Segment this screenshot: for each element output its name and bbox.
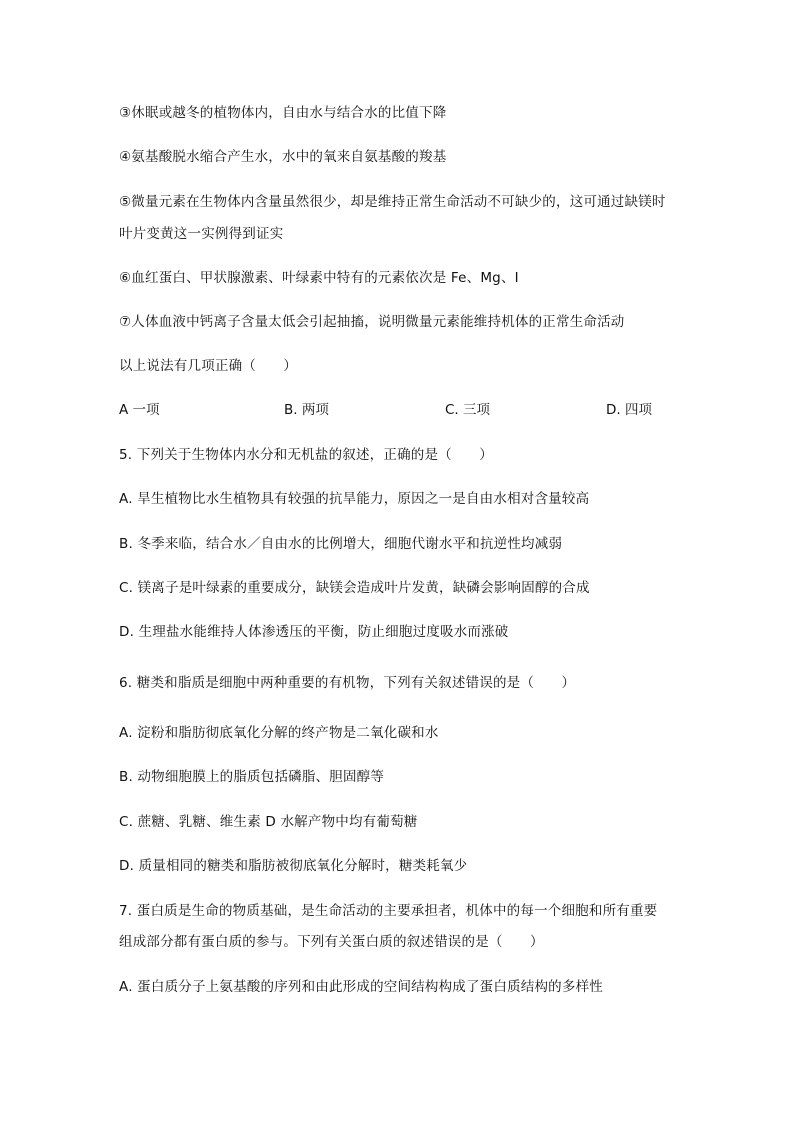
question-6-stem: 6. 糖类和脂质是细胞中两种重要的有机物，下列有关叙述错误的是（ ）: [119, 675, 576, 691]
statement-6: ⑥血红蛋白、甲状腺激素、叶绿素中特有的元素依次是 Fe、Mg、I: [119, 270, 519, 286]
q5-option-a: A. 旱生植物比水生植物具有较强的抗旱能力，原因之一是自由水相对含量较高: [119, 491, 590, 507]
question-7-stem-line2: 组成部分都有蛋白质的参与。下列有关蛋白质的叙述错误的是（ ）: [119, 934, 544, 950]
q6-option-d: D. 质量相同的糖类和脂肪被彻底氧化分解时，糖类耗氧少: [119, 858, 468, 874]
q7-option-a: A. 蛋白质分子上氨基酸的序列和由此形成的空间结构构成了蛋白质结构的多样性: [119, 979, 603, 995]
question-4-prompt: 以上说法有几项正确（ ）: [119, 358, 298, 374]
q4-option-b: B. 两项: [284, 402, 329, 418]
q6-option-c: C. 蔗糖、乳糖、维生素 D 水解产物中均有葡萄糖: [119, 814, 418, 830]
q5-option-d: D. 生理盐水能维持人体渗透压的平衡，防止细胞过度吸水而涨破: [119, 624, 509, 640]
statement-4: ④氨基酸脱水缩合产生水，水中的氧来自氨基酸的羧基: [119, 149, 447, 165]
question-7-stem-line1: 7. 蛋白质是生命的物质基础，是生命活动的主要承担者，机体中的每一个细胞和所有重要: [119, 903, 658, 919]
statement-7: ⑦人体血液中钙离子含量太低会引起抽搐，说明微量元素能维持机体的正常生命活动: [119, 314, 625, 330]
q4-option-c: C. 三项: [445, 402, 491, 418]
q6-option-b: B. 动物细胞膜上的脂质包括磷脂、胆固醇等: [119, 769, 385, 785]
statement-5-line2: 叶片变黄这一实例得到证实: [119, 226, 284, 242]
q4-option-a: A 一项: [119, 402, 160, 418]
question-5-stem: 5. 下列关于生物体内水分和无机盐的叙述，正确的是（ ）: [119, 447, 493, 463]
statement-5-line1: ⑤微量元素在生物体内含量虽然很少，却是维持正常生命活动不可缺少的，这可通过缺镁时: [119, 194, 666, 210]
q4-option-d: D. 四项: [606, 402, 652, 418]
q5-option-b: B. 冬季来临，结合水／自由水的比例增大，细胞代谢水平和抗逆性均减弱: [119, 536, 563, 552]
statement-3: ③休眠或越冬的植物体内，自由水与结合水的比值下降: [119, 105, 447, 121]
q5-option-c: C. 镁离子是叶绿素的重要成分，缺镁会造成叶片发黄，缺磷会影响固醇的合成: [119, 580, 590, 596]
q6-option-a: A. 淀粉和脂肪彻底氧化分解的终产物是二氧化碳和水: [119, 725, 439, 741]
